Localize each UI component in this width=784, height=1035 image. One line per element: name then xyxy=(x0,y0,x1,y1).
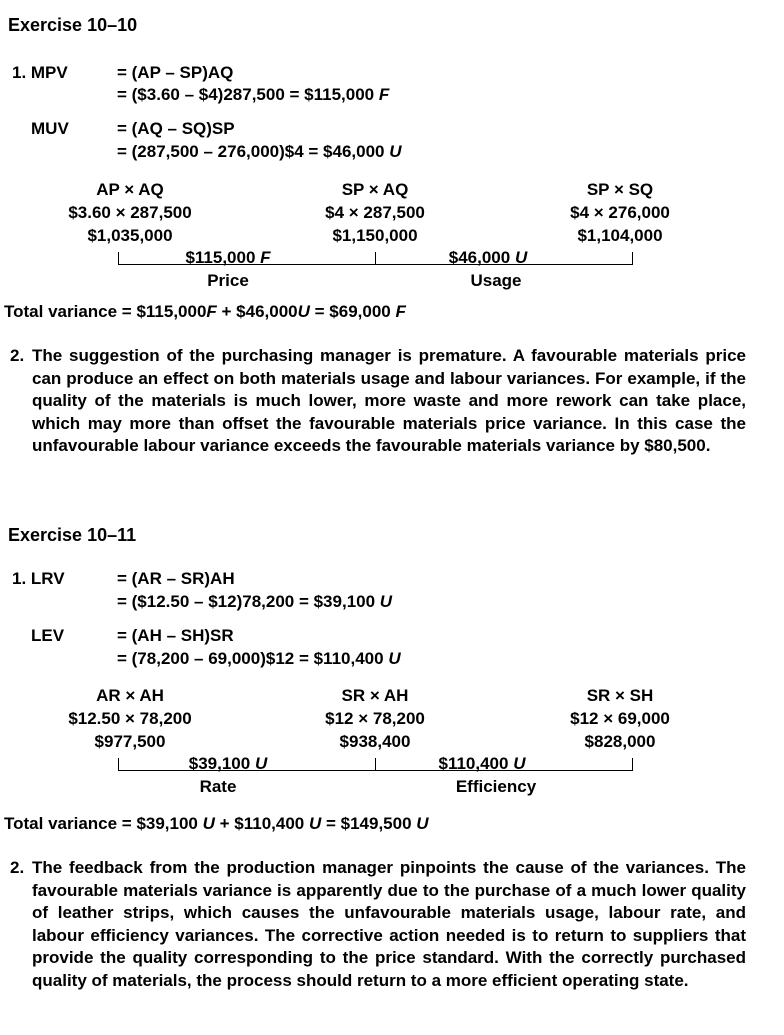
col2-value: $938,400 xyxy=(339,732,411,751)
bracket-tick-right xyxy=(632,252,633,264)
part2-number-10-11: 2. xyxy=(10,858,25,877)
total-variance-10-10: Total variance = $115,000F + $46,000U = $69,000 F xyxy=(4,302,406,321)
rate-variance-amount: $39,100 U xyxy=(188,754,268,773)
part2-number-10-10: 2. xyxy=(10,346,25,365)
col2-calc: $4 × 287,500 xyxy=(325,203,425,222)
col3-value: $1,104,000 xyxy=(577,226,663,245)
col1-calc: $3.60 × 287,500 xyxy=(68,203,192,222)
col3-calc: $4 × 276,000 xyxy=(570,203,670,222)
col1-heading: AP × AQ xyxy=(96,180,164,199)
muv-formula: = (AQ – SQ)SP xyxy=(117,119,235,138)
lev-label: LEV xyxy=(31,626,65,645)
efficiency-variance-amount: $110,400 U xyxy=(438,754,526,773)
bracket-tick-middle xyxy=(375,252,376,264)
usage-variance-label: Usage xyxy=(470,271,522,290)
lev-formula: = (AH – SH)SR xyxy=(117,626,234,645)
mpv-formula: = (AP – SP)AQ xyxy=(117,63,234,82)
efficiency-variance-label: Efficiency xyxy=(455,777,537,796)
muv-calculation: = (287,500 – 276,000)$4 = $46,000 U xyxy=(117,142,402,161)
col3-heading: SR × SH xyxy=(586,686,654,705)
rate-variance-label: Rate xyxy=(199,777,237,796)
col1-calc: $12.50 × 78,200 xyxy=(68,709,192,728)
col2-value: $1,150,000 xyxy=(332,226,418,245)
lev-calculation: = (78,200 – 69,000)$12 = $110,400 U xyxy=(117,649,401,668)
exercise-10-10-heading: Exercise 10–10 xyxy=(8,15,138,35)
col2-calc: $12 × 78,200 xyxy=(325,709,425,728)
lrv-label: 1. LRV xyxy=(12,569,65,588)
lrv-calculation: = ($12.50 – $12)78,200 = $39,100 U xyxy=(117,592,393,611)
mpv-label: 1. MPV xyxy=(12,63,68,82)
col1-value: $977,500 xyxy=(94,732,166,751)
col1-heading: AR × AH xyxy=(96,686,164,705)
col2-heading: SP × AQ xyxy=(341,180,409,199)
part2-paragraph-10-10: The suggestion of the purchasing manager is premature. A favourable materials price can produce an effect on both materials usage and labour variances. For example, if the quality of the materials is much lower, more waste and more rework can take place, which may more than offset the favourable materials price variance. In this case the unfavourable labour variance exceeds the favourable materials variance by $80,500. xyxy=(32,346,746,455)
part2-paragraph-10-11: The feedback from the production manager pinpoints the cause of the variances. The favourable materials variance is apparently due to the purchase of a much lower quality of leather strips, which causes the unfavourable materials usage, labour rate, and labour efficiency variances. The corrective action needed is to return to suppliers that provide the quality corresponding to the price standard. With the correctly purchased quality of materials, the process should return to a more efficient operating state. xyxy=(32,858,746,990)
col2-heading: SR × AH xyxy=(341,686,409,705)
col3-value: $828,000 xyxy=(584,732,656,751)
bracket-tick-right xyxy=(632,758,633,770)
col3-calc: $12 × 69,000 xyxy=(570,709,670,728)
col1-value: $1,035,000 xyxy=(87,226,173,245)
col3-heading: SP × SQ xyxy=(586,180,654,199)
exercise-10-11-heading: Exercise 10–11 xyxy=(8,525,137,545)
price-variance-amount: $115,000 F xyxy=(185,248,271,267)
muv-label: MUV xyxy=(31,119,69,138)
usage-variance-amount: $46,000 U xyxy=(448,248,528,267)
total-variance-10-11: Total variance = $39,100 U + $110,400 U = $149,500 U xyxy=(4,814,429,833)
price-variance-label: Price xyxy=(207,271,249,290)
mpv-calculation: = ($3.60 – $4)287,500 = $115,000 F xyxy=(117,85,390,104)
lrv-formula: = (AR – SR)AH xyxy=(117,569,235,588)
